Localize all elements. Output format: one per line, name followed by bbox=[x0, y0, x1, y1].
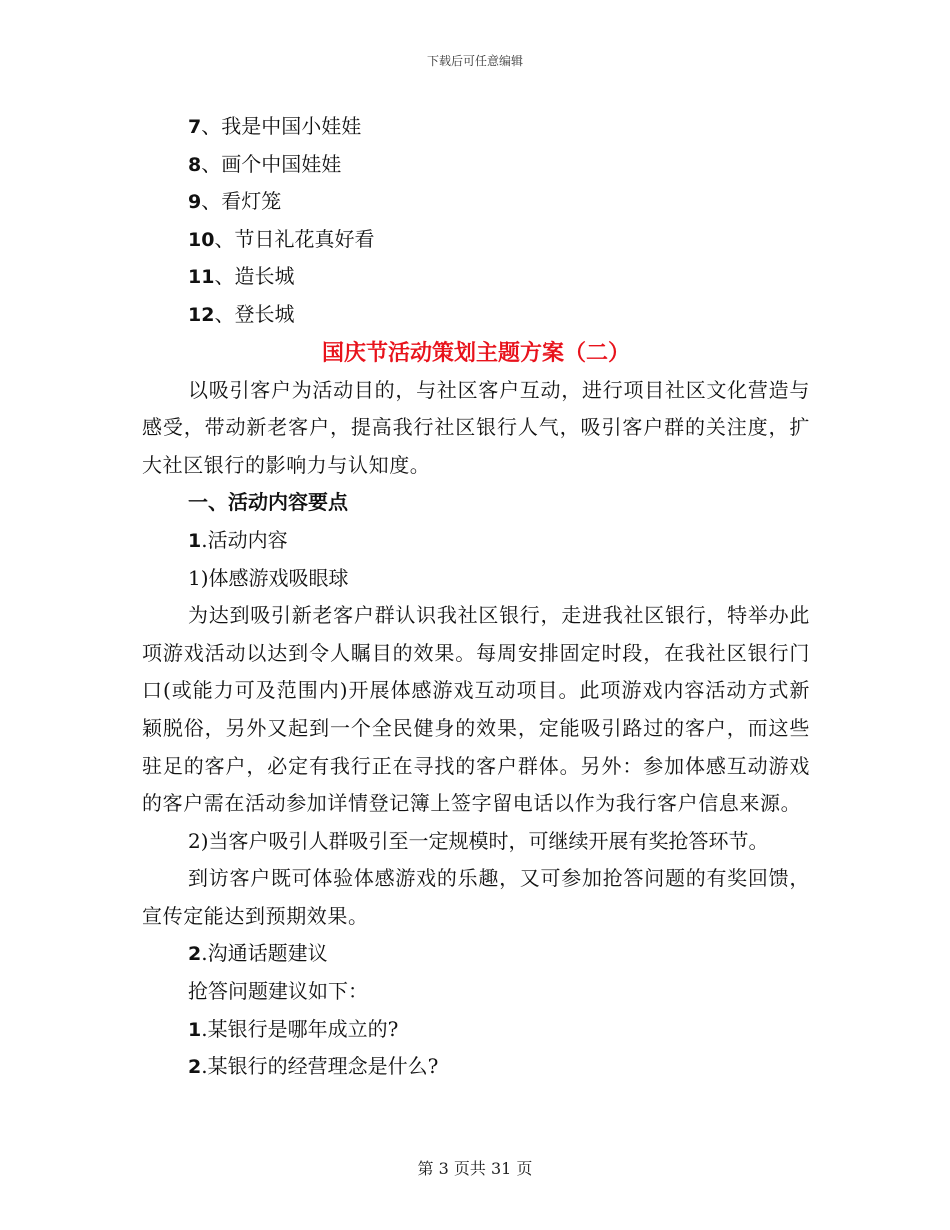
list-item: 8、画个中国娃娃 bbox=[188, 151, 342, 176]
list-item: 10、节日礼花真好看 bbox=[188, 226, 375, 251]
subheading: 2)当客户吸引人群吸引至一定规模时，可继续开展有奖抢答环节。 bbox=[188, 828, 769, 853]
page-header: 下载后可任意编辑 bbox=[426, 54, 523, 68]
questions-intro: 抢答问题建议如下： bbox=[188, 979, 368, 1004]
list-item: 1.某银行是哪年成立的? bbox=[188, 1016, 399, 1041]
section-heading: 一、活动内容要点 bbox=[188, 490, 348, 515]
subheading: 1.活动内容 bbox=[188, 527, 288, 552]
list-item: 9、看灯笼 bbox=[188, 189, 282, 214]
intro-paragraph: 以吸引客户为活动目的，与社区客户互动，进行项目社区文化营造与感受，带动新老客户，提高我行社区银行人气，吸引客户群的关注度，扩大社区银行的影响力与认知度。 bbox=[142, 377, 810, 477]
page-footer: 第 3 页共 31 页 bbox=[417, 1159, 533, 1178]
document-body bbox=[142, 108, 810, 1086]
list-item: 2.某银行的经营理念是什么? bbox=[188, 1054, 439, 1079]
body-paragraph: 到访客户既可体验体感游戏的乐趣，又可参加抢答问题的有奖回馈，宣传定能达到预期效果。 bbox=[142, 866, 810, 928]
body-paragraph: 为达到吸引新老客户群认识我社区银行，走进我社区银行，特举办此项游戏活动以达到令人瞩目的效果。每周安排固定时段，在我社区银行门口(或能力可及范围内)开展体感游戏互动项目。此项游戏内容活动方式新颖脱俗，另外又起到一个全民健身的效果，定能吸引路过的客户，而这些驻足的客户，必定有我行正在寻找的客户群体。另外：参加体感互动游戏的客户需在活动参加详情登记簿上签字留电话以作为我行客户信息来源。 bbox=[142, 603, 810, 816]
list-item: 7、我是中国小娃娃 bbox=[188, 114, 362, 138]
subheading: 2.沟通话题建议 bbox=[188, 941, 328, 966]
section-title: 国庆节活动策划主题方案（二） bbox=[321, 339, 630, 366]
list-item: 11、造长城 bbox=[188, 264, 295, 289]
list-item: 12、登长城 bbox=[188, 301, 295, 326]
subheading: 1)体感游戏吸眼球 bbox=[188, 565, 349, 590]
